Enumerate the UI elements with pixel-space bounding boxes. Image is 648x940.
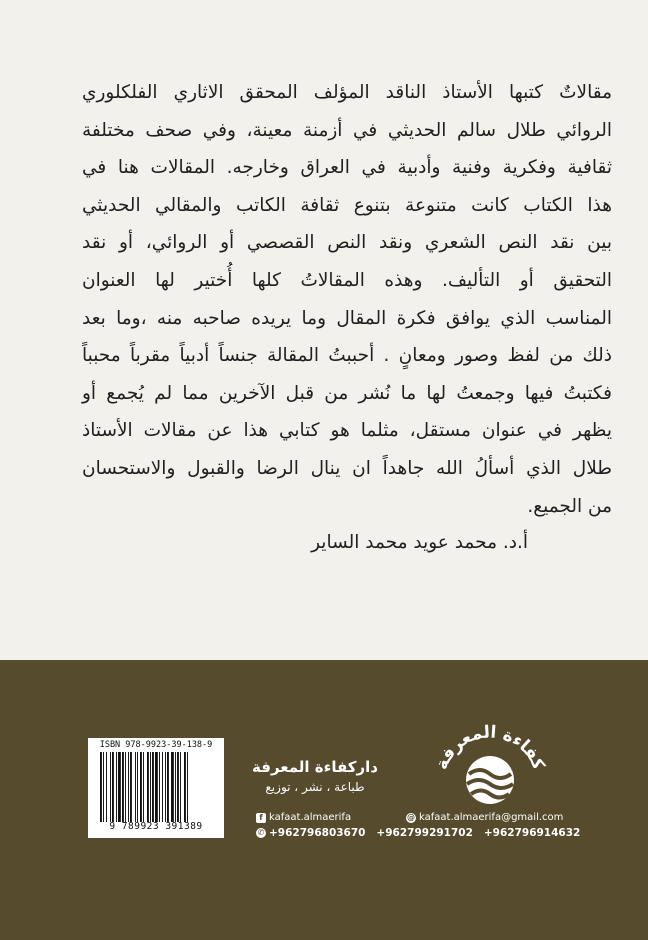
email-icon: @ — [407, 812, 415, 822]
barcode-bar — [103, 752, 104, 822]
email-address: kafaat.almaerifa@gmail.com — [419, 812, 564, 823]
phone-numbers: +962796803670 +962799291702 +962796914632 — [269, 827, 581, 839]
barcode-bar — [150, 752, 151, 822]
barcode — [88, 738, 224, 838]
blurb-line: مقالاتٌ كتبها الأستاذ الناقد المؤلف المحقق الاثاري الفلكلوري — [82, 82, 612, 103]
blurb-line: هذا الكتاب كانت متنوعة بتنوع ثقافة الكاتب والمقالي الحديثي — [82, 194, 612, 216]
barcode-bar — [167, 752, 169, 822]
barcode-bar — [155, 752, 158, 822]
barcode-bar — [180, 752, 181, 822]
email-contact[interactable] — [406, 812, 563, 823]
phone-icon: ✆ — [257, 828, 265, 837]
barcode-bar — [165, 752, 166, 822]
barcode-bar — [143, 752, 144, 822]
blurb-line: المناسب الذي يوافق فكرة المقال وما يريده صاحبه منه ،وما بعد — [82, 307, 612, 329]
barcode-bar — [128, 752, 129, 822]
facebook-contact[interactable] — [256, 812, 351, 823]
barcode-bar — [110, 752, 111, 822]
blurb-line: الروائي طلال سالم الحديثي في أزمنة معينة، وفي صحف مختلفة — [82, 119, 612, 141]
facebook-icon: f — [256, 813, 266, 823]
barcode-bar — [177, 752, 179, 822]
blurb-line: ثقافية وفكرية وفنية وأدبية في العراق وخارجه. المقالات هنا في — [82, 157, 612, 179]
barcode-bar — [147, 752, 149, 822]
publisher-tagline: طباعة ، نشر ، توزيع — [265, 780, 365, 794]
barcode-bar — [187, 752, 188, 822]
barcode-bar — [100, 752, 102, 822]
author-signature: أ.د. محمد عويد محمد الساير — [311, 532, 528, 553]
blurb-line: التحقيق أو التأليف. وهذه المقالاتُ كلها أُختير لها العنوان — [82, 269, 612, 291]
barcode-bar — [135, 752, 136, 822]
barcode-bar — [171, 752, 174, 822]
publisher-name: داركفاءة المعرفة — [252, 758, 378, 776]
blurb-line: ذلك من لفظ وصور ومعانٍ . أحببتُ المقالة جنساً أدبياً مقرباً محبباً — [82, 345, 612, 367]
barcode-bar — [152, 752, 154, 822]
barcode-bar — [130, 752, 132, 822]
barcode-bar — [116, 752, 117, 822]
barcode-bar — [175, 752, 176, 822]
phone-contact — [256, 827, 580, 839]
barcode-bar — [106, 752, 107, 822]
barcode-bar — [125, 752, 126, 822]
barcode-bar — [112, 752, 114, 822]
publisher-logo — [425, 708, 555, 812]
contact-row-phones — [256, 827, 581, 843]
publisher-block — [240, 758, 390, 794]
blurb-line: يظهر في عنوان مستقل، مثلما هو كتابي هذا عن مقالات الأستاذ — [82, 420, 612, 442]
contact-row-online — [256, 812, 576, 828]
blurb-line: من الجميع. — [527, 495, 612, 517]
isbn-label: ISBN 978-9923-39-138-9 — [99, 740, 213, 750]
barcode-bar — [122, 752, 124, 822]
barcode-bar — [118, 752, 121, 822]
barcode-bars — [100, 752, 212, 822]
barcode-digits: 9 789923 391389 — [109, 821, 203, 832]
barcode-bar — [184, 752, 186, 822]
blurb-line: طلال الذي أسألُ الله جاهداً ان ينال الرضا والقبول والاستحسان — [82, 457, 612, 479]
blurb-line: بين نقد النص الشعري ونقد النص القصصي أو الروائي، أو نقد — [82, 232, 612, 254]
barcode-bar — [159, 752, 160, 822]
facebook-handle: kafaat.almaerifa — [269, 812, 352, 823]
blurb-line: فكتبتُ فيها وجمعتُ لها ما نُشر من قبل الآخرين مما لم يُجمع أو — [82, 382, 612, 404]
logo-text: كفاءة المعرفة — [431, 722, 549, 773]
barcode-bar — [162, 752, 163, 822]
blurb-text — [82, 74, 612, 525]
barcode-bar — [140, 752, 142, 822]
barcode-bar — [137, 752, 138, 822]
